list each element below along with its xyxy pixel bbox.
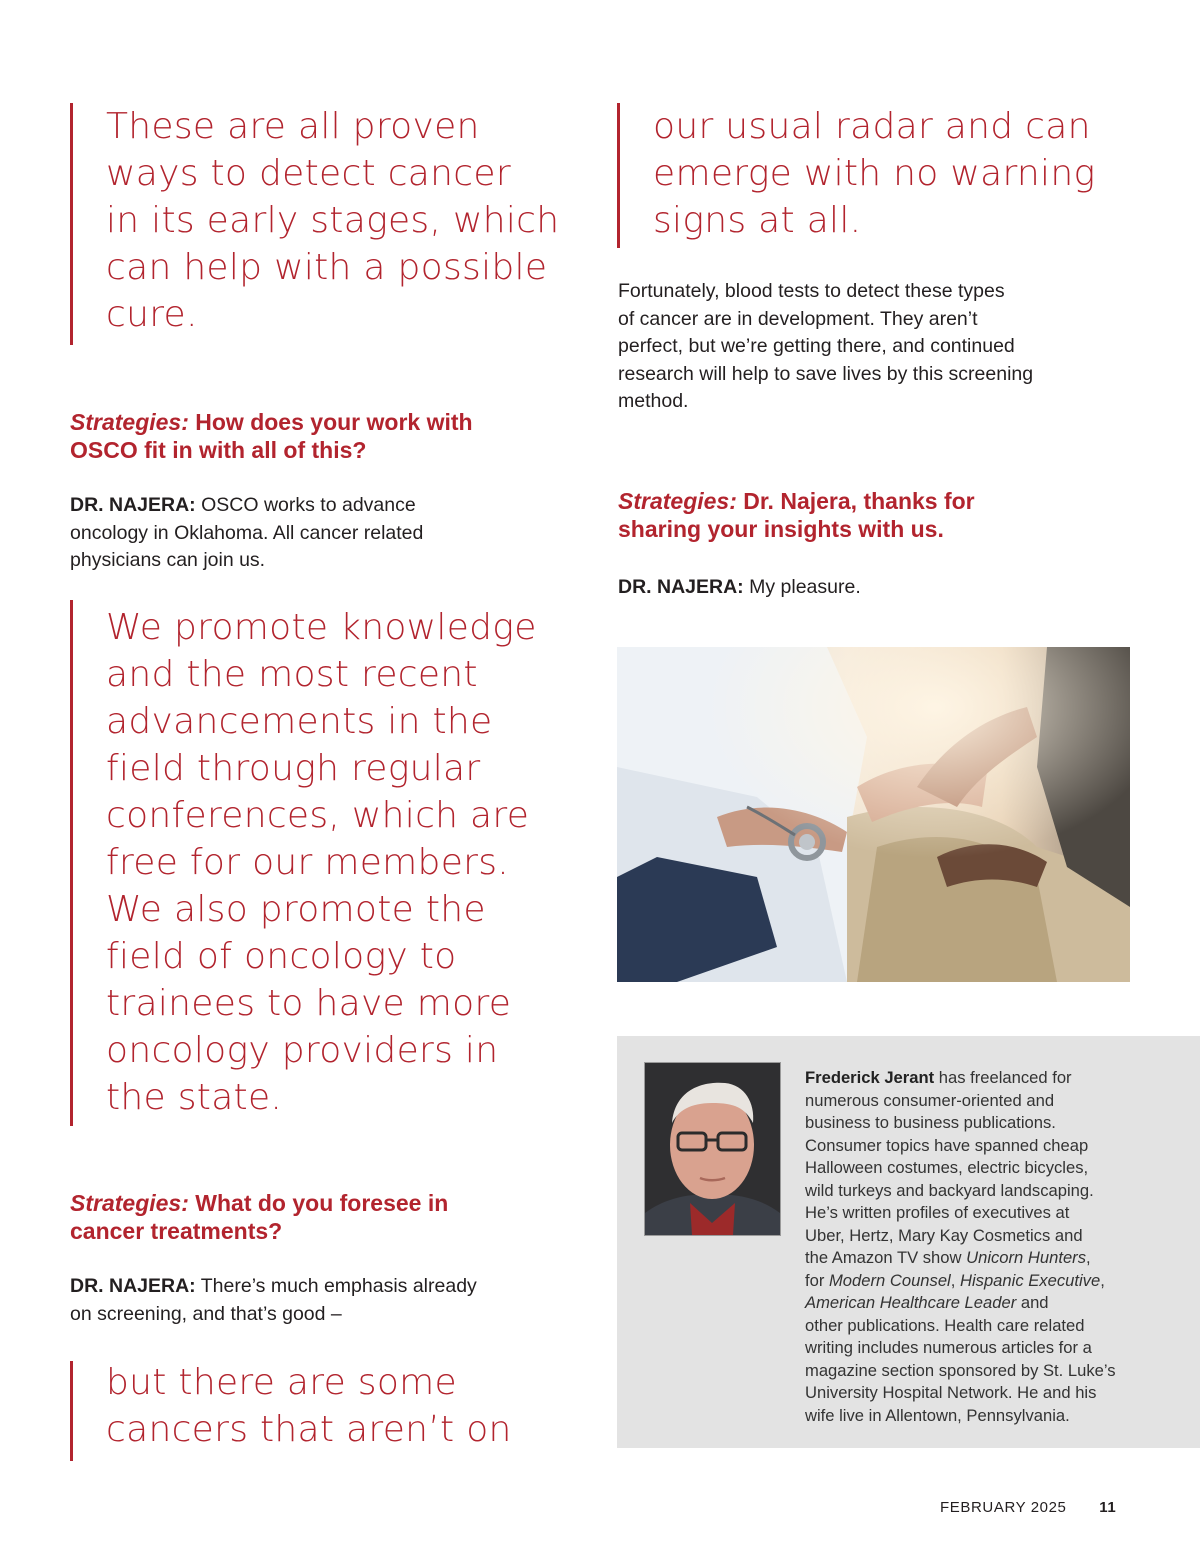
- pull-quote-cancers-radar: [70, 1361, 590, 1461]
- bio-line: the Amazon TV show Unicorn Hunters,: [805, 1248, 1091, 1267]
- bio-line: writing includes numerous articles for a: [805, 1338, 1092, 1357]
- author-name: Frederick Jerant: [805, 1068, 935, 1087]
- publication-title: Hispanic Executive: [959, 1270, 1101, 1290]
- pull-quote-text: We promote knowledge and the most recent advancements in the field through regular conferences, which are free for our members. We also promote the field of oncology to trainees to have more oncology providers in the state.: [106, 607, 537, 1118]
- speaker-label: DR. NAJERA:: [70, 494, 196, 516]
- page-number: 11: [1099, 1499, 1117, 1516]
- issue-date: FEBRUARY 2025: [940, 1499, 1067, 1516]
- question-thanks: Strategies: Dr. Najera, thanks for sharing your insights with us.: [618, 488, 975, 542]
- bio-line: magazine section sponsored by St. Luke’s: [805, 1360, 1116, 1380]
- strategies-label: Strategies:: [618, 488, 737, 514]
- strategies-label: Strategies:: [70, 1190, 189, 1216]
- speaker-label: DR. NAJERA:: [618, 576, 744, 598]
- answer-thanks: DR. NAJERA: My pleasure.: [618, 576, 861, 598]
- author-bio-text: [805, 1067, 1116, 1427]
- bio-line: He’s written profiles of executives at: [805, 1203, 1070, 1222]
- question-osco: Strategies: How does your work with OSCO fit in with all of this?: [70, 409, 473, 463]
- bio-line: Uber, Hertz, Mary Kay Cosmetics and: [805, 1225, 1083, 1245]
- pull-quote-knowledge: [70, 600, 590, 1126]
- publication-title: Modern Counsel: [828, 1270, 951, 1290]
- author-headshot: [644, 1062, 781, 1236]
- pull-quote-text: but there are some cancers that aren’t on: [106, 1362, 512, 1450]
- publication-title: Unicorn Hunters: [966, 1248, 1087, 1267]
- speaker-label: DR. NAJERA:: [70, 1275, 196, 1297]
- pull-quote-rule: [70, 1361, 73, 1461]
- pull-quote-rule: [617, 103, 620, 248]
- strategies-label: Strategies:: [70, 409, 189, 435]
- question-foresee: Strategies: What do you foresee in cancer treatments?: [70, 1190, 449, 1244]
- bio-line: other publications. Health care related: [805, 1315, 1085, 1335]
- answer-osco: DR. NAJERA: OSCO works to advance oncology in Oklahoma. All cancer related physicians can join us.: [70, 494, 424, 571]
- paragraph-blood-tests: Fortunately, blood tests to detect these types of cancer are in development. They aren’t perfect, but we’re getting there, and continued research will help to save lives by this screening method.: [618, 280, 1034, 412]
- page-footer: [940, 1499, 1116, 1516]
- bio-line: for Modern Counsel, Hispanic Executive,: [805, 1270, 1105, 1290]
- bio-line: wild turkeys and backyard landscaping.: [805, 1180, 1094, 1200]
- pull-quote-text: our usual radar and can emerge with no warning signs at all.: [653, 106, 1096, 241]
- doctor-patient-photo: [617, 647, 1130, 982]
- bio-line: University Hospital Network. He and his: [805, 1383, 1097, 1402]
- bio-line: American Healthcare Leader and: [805, 1293, 1049, 1312]
- pull-quote-early-detection: [70, 103, 590, 345]
- bio-line: Halloween costumes, electric bicycles,: [805, 1158, 1089, 1177]
- bio-line: business to business publications.: [805, 1113, 1056, 1132]
- bio-line: wife live in Allentown, Pennsylvania.: [805, 1405, 1070, 1425]
- pull-quote-rule: [70, 600, 73, 1126]
- bio-line: Consumer topics have spanned cheap: [805, 1135, 1089, 1155]
- pull-quote-warning-signs: [617, 103, 1147, 248]
- bio-line: Frederick Jerant has freelanced for: [805, 1068, 1072, 1087]
- answer-foresee: DR. NAJERA: There’s much emphasis already on screening, and that’s good –: [70, 1275, 477, 1325]
- pull-quote-text: These are all proven ways to detect cancer in its early stages, which can help with a possible cure.: [106, 106, 560, 335]
- bio-line: numerous consumer-oriented and: [805, 1090, 1055, 1110]
- pull-quote-rule: [70, 103, 73, 345]
- publication-title: American Healthcare Leader: [805, 1293, 1017, 1312]
